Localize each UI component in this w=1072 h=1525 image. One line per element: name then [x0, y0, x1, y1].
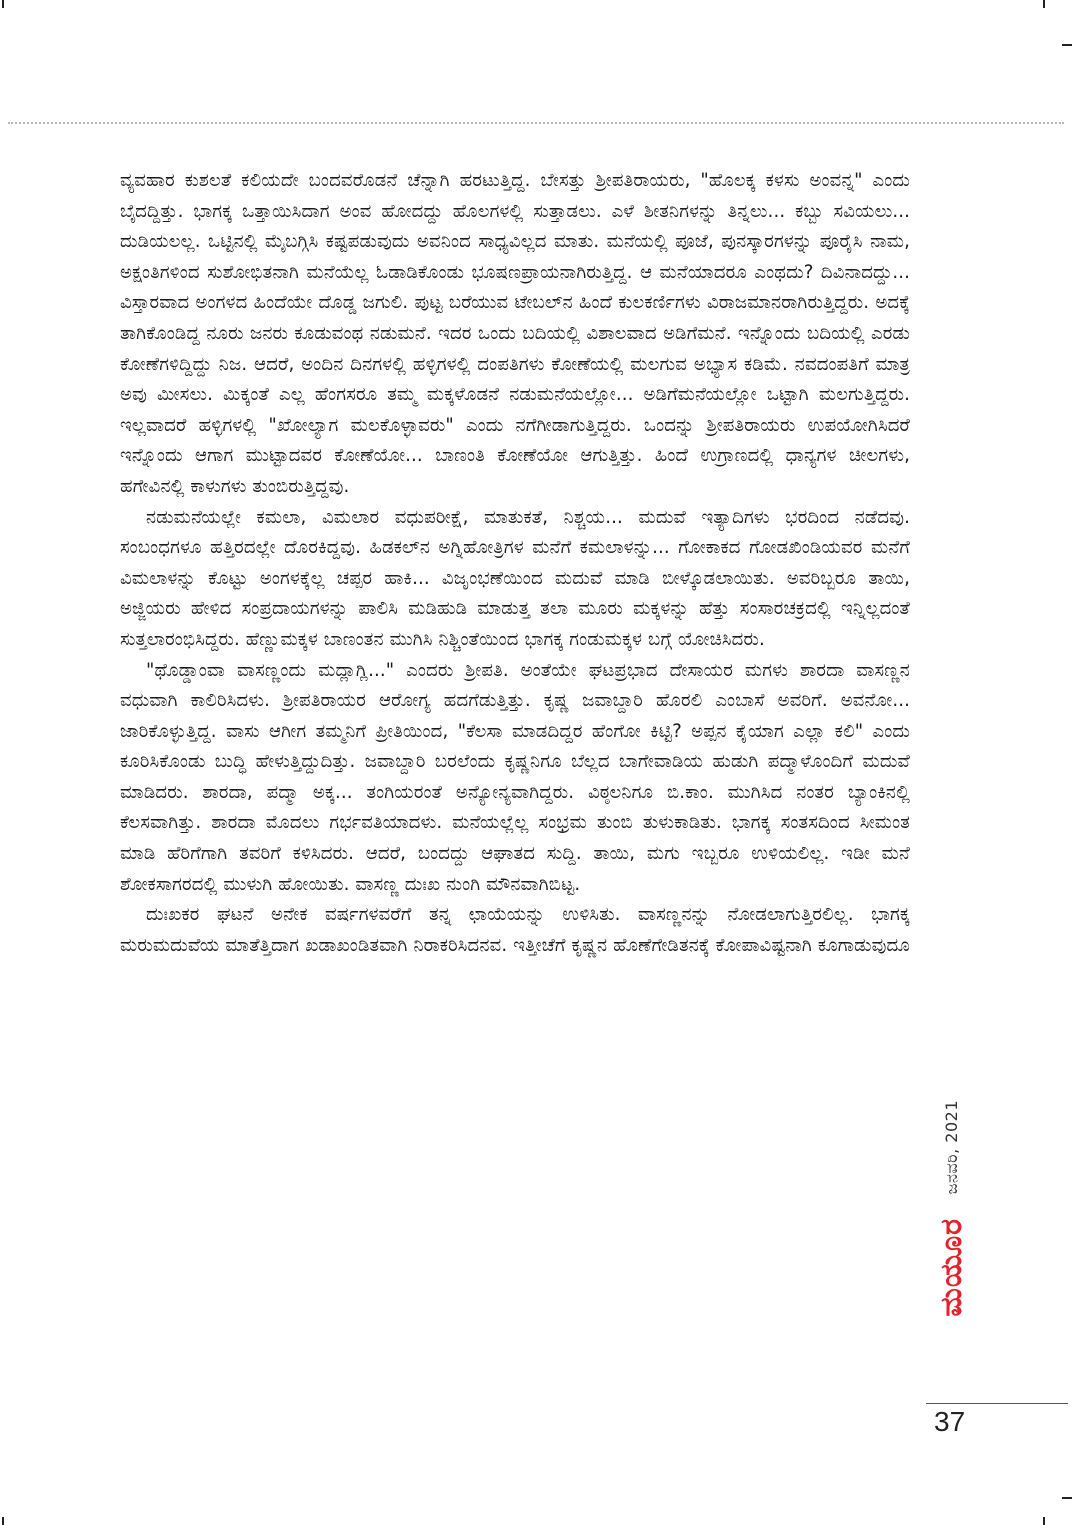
issue-date: ಜನವರಿ, 2021	[942, 1100, 961, 1195]
header-dotted-rule	[8, 122, 1064, 124]
article-paragraph: ವ್ಯವಹಾರ ಕುಶಲತೆ ಕಲಿಯದೇ ಬಂದವರೊಡನೆ ಚೆನ್ನಾಗಿ ಹರಟುತ್ತಿದ್ದ. ಬೇಸತ್ತು ಶ್ರೀಪತಿರಾಯರು, "ಹೊಲಕ್ಕ ಕಳಸು ಅಂವನ್ನ" ಎಂದು ಬೈದದ್ದಿತ್ತು. ಭಾಗಕ್ಕ ಒತ್ತಾಯಿಸಿದಾಗ ಅಂವ ಹೋದದ್ದು ಹೊಲಗಳಲ್ಲಿ ಸುತ್ತಾಡಲು. ಎಳೆ ಶೀತನಿಗಳನ್ನು ತಿನ್ನಲು... ಕಬ್ಬು ಸವಿಯಲು... ದುಡಿಯಲಲ್ಲ. ಒಟ್ಟಿನಲ್ಲಿ ಮೈಬಗ್ಗಿಸಿ ಕಷ್ಟಪಡುವುದು ಅವನಿಂದ ಸಾಧ್ಯವಿಲ್ಲದ ಮಾತು. ಮನೆಯಲ್ಲಿ ಪೂಜೆ, ಪುನಸ್ಕಾರಗಳನ್ನು ಪೂರೈಸಿ ನಾಮ, ಅಕ್ಷಂತಿಗಳಿಂದ ಸುಶೋಭಿತನಾಗಿ ಮನೆಯೆಲ್ಲ ಓಡಾಡಿಕೊಂಡು ಭೂಷಣಪ್ರಾಯನಾಗಿರುತ್ತಿದ್ದ. ಆ ಮನೆಯಾದರೂ ಎಂಥದು? ದಿವಿನಾದದ್ದು... ವಿಸ್ತಾರವಾದ ಅಂಗಳದ ಹಿಂದೆಯೇ ದೊಡ್ಡ ಜಗುಲಿ. ಪುಟ್ಟ ಬರೆಯುವ ಟೇಬಲ್‌ನ ಹಿಂದೆ ಕುಲಕರ್ಣಿಗಳು ವಿರಾಜಮಾನರಾಗಿರುತ್ತಿದ್ದರು. ಅದಕ್ಕೆ ತಾಗಿಕೊಂಡಿದ್ದ ನೂರು ಜನರು ಕೂಡುವಂಥ ನಡುಮನೆ. ಇದರ ಒಂದು ಬದಿಯಲ್ಲಿ ವಿಶಾಲವಾದ ಅಡಿಗೆಮನೆ. ಇನ್ನೊಂದು ಬದಿಯಲ್ಲಿ ಎರಡು ಕೋಣೆಗಳಿದ್ದಿದ್ದು ನಿಜ. ಆದರೆ, ಅಂದಿನ ದಿನಗಳಲ್ಲಿ ಹಳ್ಳಿಗಳಲ್ಲಿ ದಂಪತಿಗಳು ಕೋಣೆಯಲ್ಲಿ ಮಲಗುವ ಅಭ್ಯಾಸ ಕಡಿಮೆ. ನವದಂಪತಿಗೆ ಮಾತ್ರ ಅವು ಮೀಸಲು. ಮಿಕ್ಕಂತೆ ಎಲ್ಲ ಹೆಂಗಸರೂ ತಮ್ಮ ಮಕ್ಕಳೊಡನೆ ನಡುಮನೆಯಲ್ಲೋ... ಅಡಿಗೆಮನೆಯಲ್ಲೋ ಒಟ್ಟಾಗಿ ಮಲಗುತ್ತಿದ್ದರು. ಇಲ್ಲವಾದರೆ ಹಳ್ಳಿಗಳಲ್ಲಿ "ಖೋಲ್ಯಾಗ ಮಲಕೊಳ್ಳಾವರು" ಎಂದು ನಗೆಗೀಡಾಗುತ್ತಿದ್ದರು. ಒಂದನ್ನು ಶ್ರೀಪತಿರಾಯರು ಉಪಯೋಗಿಸಿದರೆ ಇನ್ನೊಂದು ಆಗಾಗ ಮುಟ್ಟಾದವರ ಕೋಣೆಯೋ... ಬಾಣಂತಿ ಕೋಣೆಯೋ ಆಗುತ್ತಿತ್ತು. ಹಿಂದೆ ಉಗ್ರಾಣದಲ್ಲಿ ಧಾನ್ಯಗಳ ಚೀಲಗಳು, ಹಗೇವಿನಲ್ಲಿ ಕಾಳುಗಳು ತುಂಬಿರುತ್ತಿದ್ದವು.	[120, 170, 910, 497]
page-number: 37	[934, 1406, 966, 1437]
article-paragraph: ನಡುಮನೆಯಲ್ಲೇ ಕಮಲಾ, ವಿಮಲಾರ ವಧುಪರೀಕ್ಷೆ, ಮಾತುಕತೆ, ನಿಶ್ಚಯ... ಮದುವೆ ಇತ್ಯಾದಿಗಳು ಭರದಿಂದ ನಡೆದವು. ಸಂಬಂಧಗಳೂ ಹತ್ತಿರದಲ್ಲೇ ದೊರಕಿದ್ದವು. ಹಿಡಕಲ್‌ನ ಅಗ್ನಿಹೋತ್ರಿಗಳ ಮನೆಗೆ ಕಮಲಾಳನ್ನು... ಗೋಕಾಕದ ಗೋಡಖಿಂಡಿಯವರ ಮನೆಗೆ ವಿಮಲಾಳನ್ನು ಕೊಟ್ಟು ಅಂಗಳಕ್ಕೆಲ್ಲ ಚಪ್ಪರ ಹಾಕಿ... ವಿಜೃಂಭಣೆಯಿಂದ ಮದುವೆ ಮಾಡಿ ಬೀಳ್ಕೊಡಲಾಯಿತು. ಅವರಿಬ್ಬರೂ ತಾಯಿ, ಅಜ್ಜಿಯರು ಹೇಳಿದ ಸಂಪ್ರದಾಯಗಳನ್ನು ಪಾಲಿಸಿ ಮಡಿಹುಡಿ ಮಾಡುತ್ತ ತಲಾ ಮೂರು ಮಕ್ಕಳನ್ನು ಹೆತ್ತು ಸಂಸಾರಚಕ್ರದಲ್ಲಿ ಇನ್ನಿಲ್ಲದಂತೆ ಸುತ್ತಲಾರಂಭಿಸಿದ್ದರು. ಹೆಣ್ಣುಮಕ್ಕಳ ಬಾಣಂತನ ಮುಗಿಸಿ ನಿಶ್ಚಿಂತೆಯಿಂದ ಭಾಗಕ್ಕ ಗಂಡುಮಕ್ಕಳ ಬಗ್ಗೆ ಯೋಚಿಸಿದರು.	[120, 506, 910, 650]
crop-mark-top-right	[1043, 0, 1045, 8]
crop-mark-right-upper	[1062, 44, 1072, 46]
article-paragraph: ದುಃಖಕರ ಘಟನೆ ಅನೇಕ ವರ್ಷಗಳವರೆಗೆ ತನ್ನ ಛಾಯೆಯನ್ನು ಉಳಿಸಿತು. ವಾಸಣ್ಣನನ್ನು ನೋಡಲಾಗುತ್ತಿರಲಿಲ್ಲ. ಭಾಗಕ್ಕ ಮರುಮದುವೆಯ ಮಾತೆತ್ತಿದಾಗ ಖಡಾಖಂಡಿತವಾಗಿ ನಿರಾಕರಿಸಿದನವ. ಇತ್ತೀಚೆಗೆ ಕೃಷ್ಣನ ಹೊಣೆಗೇಡಿತನಕ್ಕೆ ಕೋಪಾವಿಷ್ಟನಾಗಿ ಕೂಗಾಡುವುದೂ	[120, 904, 910, 956]
article-paragraph: "ಥೊಡ್ಡಾಂವಾ ವಾಸಣ್ಣಂದು ಮದ್ಲಾಗ್ಲಿ..." ಎಂದರು ಶ್ರೀಪತಿ. ಅಂತೆಯೇ ಘಟಪ್ರಭಾದ ದೇಸಾಯರ ಮಗಳು ಶಾರದಾ ವಾಸಣ್ಣನ ವಧುವಾಗಿ ಕಾಲಿರಿಸಿದಳು. ಶ್ರೀಪತಿರಾಯರ ಆರೋಗ್ಯ ಹದಗೆಡುತ್ತಿತ್ತು. ಕೃಷ್ಣ ಜವಾಬ್ದಾರಿ ಹೊರಲಿ ಎಂಬಾಸೆ ಅವರಿಗೆ. ಅವನೋ... ಜಾರಿಕೊಳ್ಳುತ್ತಿದ್ದ. ವಾಸು ಆಗೀಗ ತಮ್ಮನಿಗೆ ಪ್ರೀತಿಯಿಂದ, "ಕೆಲಸಾ ಮಾಡದಿದ್ದರ ಹೆಂಗೋ ಕಿಟ್ಟಿ? ಅಪ್ಪನ ಕೈಯಾಗ ಎಲ್ಲಾ ಕಲಿ" ಎಂದು ಕೂರಿಸಿಕೊಂಡು ಬುದ್ಧಿ ಹೇಳುತ್ತಿದ್ದುದಿತ್ತು. ಜವಾಬ್ದಾರಿ ಬರಲೆಂದು ಕೃಷ್ಣನಿಗೂ ಬೆಲ್ಲದ ಬಾಗೇವಾಡಿಯ ಹುಡುಗಿ ಪದ್ಮಾಳೊಂದಿಗೆ ಮದುವೆ ಮಾಡಿದರು. ಶಾರದಾ, ಪದ್ಮಾ ಅಕ್ಕ... ತಂಗಿಯರಂತೆ ಅನ್ಯೋನ್ಯವಾಗಿದ್ದರು. ವಿಠ್ಠಲನಿಗೂ ಬಿ.ಕಾಂ. ಮುಗಿಸಿದ ನಂತರ ಬ್ಯಾಂಕಿನಲ್ಲಿ ಕೆಲಸವಾಗಿತ್ತು. ಶಾರದಾ ಮೊದಲು ಗರ್ಭವತಿಯಾದಳು. ಮನೆಯಲ್ಲೆಲ್ಲ ಸಂಭ್ರಮ ತುಂಬಿ ತುಳುಕಾಡಿತು. ಭಾಗಕ್ಕ ಸಂತಸದಿಂದ ಸೀಮಂತ ಮಾಡಿ ಹೆರಿಗೆಗಾಗಿ ತವರಿಗೆ ಕಳಿಸಿದರು. ಆದರೆ, ಬಂದದ್ದು ಆಘಾತದ ಸುದ್ದಿ. ತಾಯಿ, ಮಗು ಇಬ್ಬರೂ ಉಳಿಯಲಿಲ್ಲ. ಇಡೀ ಮನೆ ಶೋಕಸಾಗರದಲ್ಲಿ ಮುಳುಗಿ ಹೋಯಿತು. ವಾಸಣ್ಣ ದುಃಖ ನುಂಗಿ ಮೌನವಾಗಿಬಿಟ್ಟ.	[120, 659, 910, 895]
running-footer	[922, 1100, 982, 1400]
crop-mark-bottom-right	[1043, 1517, 1045, 1525]
article-body	[120, 166, 910, 961]
magazine-logo: ಮಯೂರ	[934, 1218, 969, 1317]
crop-mark-top-left	[2, 0, 4, 8]
crop-mark-right-lower	[1062, 1497, 1072, 1499]
crop-mark-bottom-left	[2, 1517, 4, 1525]
page-number-rule	[926, 1403, 1068, 1404]
